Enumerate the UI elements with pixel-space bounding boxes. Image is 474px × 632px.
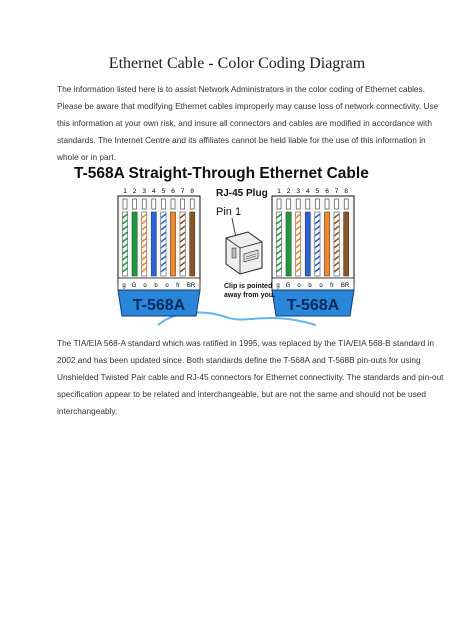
body-line: specification appear to be related and interchangeable, but are not the same and should not be used — [57, 389, 427, 399]
intro-line: Please be aware that modifying Ethernet cables improperly may cause loss of network connectivity. Use — [57, 101, 439, 111]
clip-note-line-2: away from you. — [224, 292, 275, 299]
ethernet-diagram — [66, 160, 386, 330]
body-line: 2002 and has been updated since. Both standards define the T-568A and T-568B pin-outs for using — [57, 355, 421, 365]
body-line: Unshielded Twisted Pair cable and RJ-45 connectors for Ethernet connectivity. The standards and pin-out — [57, 372, 444, 382]
right-connector — [272, 188, 354, 316]
pin-number: 5 — [161, 188, 166, 195]
body-line: The TIA/EIA 568-A standard which was ratified in 1995, was replaced by the TIA/EIA 568-B standard in — [57, 338, 434, 348]
wire-code: b — [154, 283, 158, 289]
wire-code: o — [297, 283, 301, 289]
pin-number: 5 — [315, 188, 320, 195]
wire-code: fr — [330, 283, 334, 289]
intro-line: this information at your own risk, and insure all connectors and cables are modified in accordance with — [57, 118, 432, 128]
left-connector-body — [118, 196, 200, 282]
intro-paragraph — [57, 81, 439, 166]
wire-code: o — [319, 283, 323, 289]
document-title: Ethernet Cable - Color Coding Diagram — [108, 55, 366, 72]
plug-label: RJ-45 Plug — [216, 188, 268, 199]
pin-number: 8 — [344, 188, 349, 195]
pin-number: 4 — [305, 188, 310, 195]
wire-code: BR — [340, 283, 350, 289]
diagram-title: T-568A Straight-Through Ethernet Cable — [74, 165, 369, 182]
wire-code: G — [285, 283, 291, 289]
right-pin-numbers — [277, 188, 348, 195]
intro-line: whole or in part. — [57, 152, 117, 162]
pin-number: 2 — [132, 188, 137, 195]
rj45-plug-illustration — [216, 188, 275, 299]
wire-code: BR — [186, 283, 196, 289]
pin-number: 3 — [142, 188, 147, 195]
intro-line: standards. The Internet Centre and its affiliates cannot be held liable for the use of this information in — [57, 135, 426, 145]
intro-line: The information listed here is to assist Network Administrators in the color coding of Ethernet cables. — [57, 84, 426, 94]
pin-number: 1 — [123, 188, 127, 195]
pin-number: 7 — [334, 188, 339, 195]
pin-number: 4 — [151, 188, 156, 195]
right-connector-body — [272, 196, 354, 282]
clip-note-line-1: Clip is pointed — [224, 283, 273, 290]
left-connector — [118, 188, 200, 316]
pin-number: 3 — [296, 188, 301, 195]
left-pin-numbers — [123, 188, 194, 195]
right-standard-label: T-568A — [286, 297, 340, 314]
pin-number: 6 — [325, 188, 329, 195]
left-standard-label: T-568A — [132, 297, 186, 314]
pin-number: 2 — [286, 188, 291, 195]
wire-code: g — [122, 283, 126, 289]
wire-code: G — [131, 283, 137, 289]
body-paragraph — [57, 335, 444, 420]
wire-code: g — [276, 283, 280, 289]
pin-number: 1 — [277, 188, 281, 195]
wire-code: fr — [176, 283, 180, 289]
pin1-label: Pin 1 — [216, 206, 242, 218]
plug-icon — [226, 232, 262, 274]
wire-code: o — [165, 283, 169, 289]
pin-number: 7 — [180, 188, 185, 195]
pin-number: 6 — [171, 188, 175, 195]
pin-number: 8 — [190, 188, 195, 195]
wire-code: b — [308, 283, 312, 289]
wire-code: o — [143, 283, 147, 289]
body-line: interchangeably. — [57, 406, 118, 416]
